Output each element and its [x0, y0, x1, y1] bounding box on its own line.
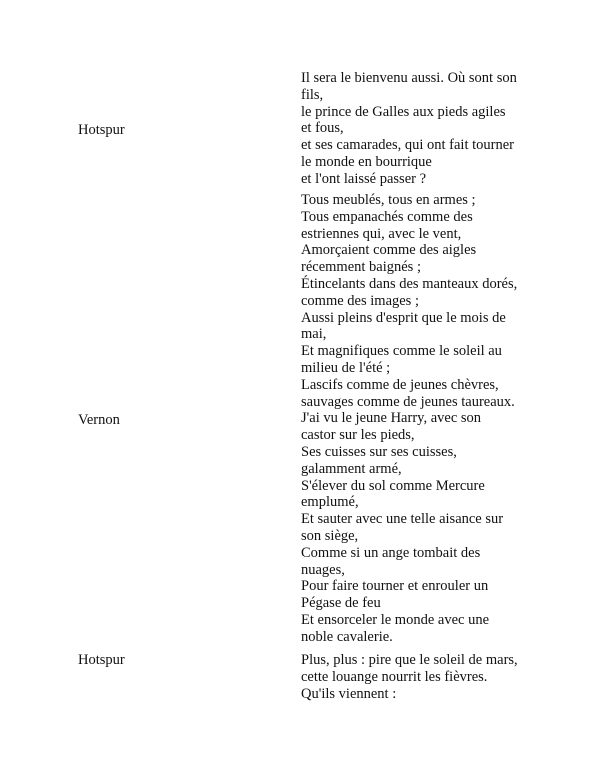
speech-line: J'ai vu le jeune Harry, avec son	[301, 410, 482, 427]
speech-line: estriennes qui, avec le vent,	[301, 225, 462, 242]
speech-line: castor sur les pieds,	[301, 427, 415, 444]
speech-line: le monde en bourrique	[301, 153, 432, 170]
speech-line: le prince de Galles aux pieds agiles	[301, 103, 506, 120]
speech-line: Comme si un ange tombait des	[301, 544, 481, 561]
speech-line: cette louange nourrit les fièvres.	[301, 668, 488, 685]
speech-line: son siège,	[301, 527, 359, 544]
speech-lines	[301, 70, 541, 188]
speech-line: Il sera le bienvenu aussi. Où sont son	[301, 70, 517, 86]
speech-line: noble cavalerie.	[301, 628, 393, 645]
speech-line: Pégase de feu	[301, 595, 381, 612]
speech-lines	[301, 192, 541, 646]
speech-line: Et sauter avec une telle aisance sur	[301, 511, 504, 528]
speech-block	[0, 70, 600, 192]
speech-line: fils,	[301, 86, 324, 103]
speech-line: Et magnifiques comme le soleil au	[301, 343, 502, 360]
speech-line: emplumé,	[301, 494, 359, 511]
speech-line: et fous,	[301, 120, 344, 137]
speech-line: Lascifs comme de jeunes chèvres,	[301, 376, 499, 393]
speech-line: Étincelants dans des manteaux dorés,	[301, 275, 518, 292]
speech-line: sauvages comme de jeunes taureaux.	[301, 393, 515, 410]
speech-line: Amorçaient comme des aigles	[301, 242, 477, 259]
speech-line: Tous meublés, tous en armes ;	[301, 192, 476, 208]
speech-line: et l'ont laissé passer ?	[301, 170, 427, 187]
speech-block	[0, 652, 600, 708]
speech-line: comme des images ;	[301, 292, 419, 309]
speech-line: Ses cuisses sur ses cuisses,	[301, 443, 457, 460]
speech-line: galamment armé,	[301, 460, 402, 477]
speaker-name: Vernon	[78, 412, 120, 428]
speech-line: S'élever du sol comme Mercure	[301, 477, 485, 494]
speaker-name: Hotspur	[78, 122, 125, 138]
speech-line: et ses camarades, qui ont fait tourner	[301, 137, 514, 154]
speech-line: milieu de l'été ;	[301, 359, 391, 376]
speech-line: mai,	[301, 326, 327, 343]
speech-line: Plus, plus : pire que le soleil de mars,	[301, 652, 518, 668]
speech-line: récemment baignés ;	[301, 259, 421, 276]
speech-line: Et ensorceler le monde avec une	[301, 611, 490, 628]
speech-line: Aussi pleins d'esprit que le mois de	[301, 309, 506, 326]
speech-line: Qu'ils viennent :	[301, 685, 397, 702]
speech-block	[0, 192, 600, 650]
speaker-name: Hotspur	[78, 652, 125, 668]
speech-line: Tous empanachés comme des	[301, 208, 473, 225]
speech-line: Pour faire tourner et enrouler un	[301, 578, 489, 595]
speech-line: nuages,	[301, 561, 345, 578]
speech-lines	[301, 652, 541, 702]
